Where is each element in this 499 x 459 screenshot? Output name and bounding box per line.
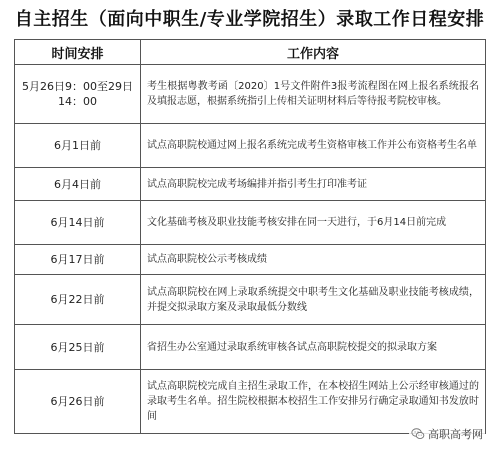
table-row — [15, 275, 486, 325]
header-content: 工作内容 — [141, 40, 486, 65]
time-cell: 6月17日前 — [15, 245, 141, 275]
watermark — [409, 425, 485, 443]
table-row — [15, 124, 486, 168]
table-row — [15, 65, 486, 124]
watermark-text: 高职高考网 — [428, 428, 483, 441]
time-cell: 6月25日前 — [15, 325, 141, 370]
content-cell: 试点高职院校通过网上报名系统完成考生资格审核工作并公布资格考生名单 — [141, 124, 486, 168]
time-cell: 6月1日前 — [15, 124, 141, 168]
table-row — [15, 325, 486, 370]
page-title: 自主招生（面向中职生/专业学院招生）录取工作日程安排 — [14, 9, 485, 30]
content-cell: 考生根据粤教考函〔2020〕1号文件附件3报考流程图在网上报名系统报名及填报志愿，根据系统指引上传相关证明材料后等待报考院校审核。 — [141, 65, 486, 124]
content-cell: 试点高职院校完成自主招生录取工作，在本校招生网站上公示经审核通过的录取考生名单。招生院校根据本校招生工作安排另行确定录取通知书发放时间 — [141, 370, 486, 434]
table-row — [15, 245, 486, 275]
schedule-table — [14, 39, 486, 434]
content-cell: 试点高职院校在网上录取系统提交中职考生文化基础及职业技能考核成绩，并提交拟录取方案及录取最低分数线 — [141, 275, 486, 325]
time-cell: 6月14日前 — [15, 201, 141, 245]
wechat-icon — [411, 427, 425, 441]
time-cell: 6月26日前 — [15, 370, 141, 434]
table-row — [15, 168, 486, 201]
content-cell: 试点高职院校公示考核成绩 — [141, 245, 486, 275]
content-cell: 试点高职院校完成考场编排并指引考生打印准考证 — [141, 168, 486, 201]
content-cell: 文化基础考核及职业技能考核安排在同一天进行，于6月14日前完成 — [141, 201, 486, 245]
time-cell: 6月4日前 — [15, 168, 141, 201]
header-time: 时间安排 — [15, 40, 141, 65]
table-header-row — [15, 40, 486, 65]
content-cell: 省招生办公室通过录取系统审核各试点高职院校提交的拟录取方案 — [141, 325, 486, 370]
table-row — [15, 370, 486, 434]
time-cell: 5月26日9：00至29日14：00 — [15, 65, 141, 124]
time-cell: 6月22日前 — [15, 275, 141, 325]
table-row — [15, 201, 486, 245]
